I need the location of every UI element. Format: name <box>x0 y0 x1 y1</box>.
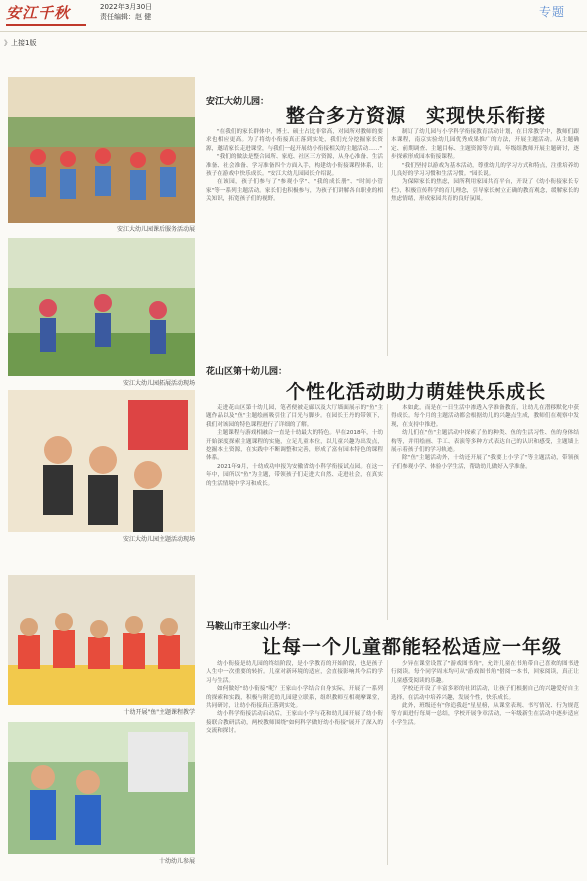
paragraph: 学校还开设了丰富多彩的社团活动，让孩子们根据自己的兴趣爱好自主选择，在活动中培养兴趣，发展个性，快乐成长。 <box>391 686 579 701</box>
photo-block-1 <box>8 77 195 233</box>
paragraph: 幼小衔接是幼儿园的终结阶段，是小学教育的开始阶段，也是孩子人生中一次重要的转折。儿童对新环境的适应，会直接影响其今后的学习与生活。 <box>206 661 383 684</box>
paragraph: 此外，班级还有"你追我赶"星星榜，从课堂表现、书写情况、行为规范等方面进行每周一总结，学校开展争章活动，一年级新生在活动中逐步适应小学生活。 <box>391 703 579 726</box>
paragraph: "我们坚持以游戏为基本活动，尊重幼儿的学习方式和特点，注重培养幼儿良好的学习习惯和生活习惯。"园长说。 <box>391 162 579 178</box>
photo-caption: 安江大幼儿园课后服务活动展 <box>116 226 195 233</box>
paragraph: 少异在课堂设置了"游戏图书角"，允许儿童在书角带自己喜欢的图书进行阅读。每个同学周末均可从"游戏图书角"借阅一本书，回家阅读，真正让儿童感受阅读的乐趣。 <box>391 661 579 684</box>
newspaper-logo <box>6 2 86 26</box>
paragraph: 幼小科学衔接活动启动后，王家山小学与花和幼儿园开展了幼小衔接联合教研活动，两校教师围绕"如何科学做好幼小衔接"展开了深入的交流和探讨。 <box>206 711 383 735</box>
paragraph: 制订了幼儿园与小学科学衔接教育活动计划，在日常教学中，教师们跟本课程，南京实验幼儿园优秀成果推广的方法，开展主题活动。从主题确定、前期调查、主题目标、主题资源等方面，年级组教师开展主题研讨，逐步探索形成园本衔接课程。 <box>391 129 579 161</box>
photo-fish-theme-class <box>8 575 195 705</box>
photo-outdoor-activity <box>8 238 195 376</box>
paragraph: 走进花山区第十幼儿园，笔者便被走廊以及大厅墙面展示的"鱼"主题作品以及"鱼"主题绘画吸引住了目光与脚步。在园长王丹的带领下，我们对该园的特色课程进行了详细的了解。 <box>206 405 383 428</box>
photo-block-4 <box>8 575 195 715</box>
article-column <box>206 660 383 865</box>
column-divider <box>387 660 388 865</box>
photo-kids-exhibit <box>8 722 195 854</box>
photo-block-5 <box>8 722 195 865</box>
article-kicker: 马鞍山市王家山小学： <box>206 622 297 632</box>
photo-caption: 十幼开展"鱼"主题课程教学 <box>123 709 195 715</box>
article-column <box>391 404 579 620</box>
page-header <box>0 0 587 33</box>
photo-kids-class-performance <box>8 77 195 223</box>
article-kicker: 安江大幼儿园： <box>206 97 270 107</box>
paragraph: 除"鱼"主题活动外，十幼还开展了"我要上小学了"等主题活动，带领孩子们参观小学、体验小学生活，帮助幼儿做好入学准备。 <box>391 455 579 470</box>
article-title: 个性化活动助力萌娃快乐成长 <box>286 381 547 403</box>
paragraph: "在我们的家长群体中，博士、硕士占比非常高，对园所对教师的要求也相应更高。为了将幼小衔接真正落到实处，我们充分挖掘家长资源，邀请家长走进课堂，与我们一起开展幼小衔接相关的主题活动……" <box>206 129 383 152</box>
column-divider <box>387 404 388 620</box>
article-kicker: 花山区第十幼儿园： <box>206 367 288 377</box>
paragraph: 2021年9月，十幼成功申报为安徽省幼小科学衔接试点园。在这一年中，园所以"鱼"为主题，带领孩子们走进大自然、走进社会，在真实的生活情境中学习和成长。 <box>206 463 383 487</box>
issue-meta <box>100 2 152 22</box>
article-column <box>391 128 579 356</box>
header-divider <box>0 31 587 32</box>
article-column <box>391 660 579 865</box>
photo-caption: 十幼幼儿参展 <box>158 858 195 865</box>
issue-date: 2022年3月30日 <box>100 3 153 11</box>
photo-classroom-theme <box>8 390 195 532</box>
photo-caption: 安江大幼儿园主题活动现场 <box>122 536 195 542</box>
editor-line: 责任编辑：赵 健 <box>100 13 152 21</box>
logo-text: 安江千秋 <box>6 4 71 22</box>
photo-caption: 安江大幼儿园拓展活动现场 <box>122 380 195 386</box>
article-column <box>206 404 383 620</box>
section-label: 专题 <box>538 5 565 19</box>
continued-marker: 》上接1版 <box>4 39 37 47</box>
article-column <box>206 128 383 356</box>
paragraph: 主题课程与游戏相融合一直是十幼最大的特色。早在2018年，十幼开始深度探索主题课程的实施，立足儿童本位，以儿童兴趣为出发点，挖掘本土资源，在实践中不断调整和完善，形成了富有园本特色的课程体系。 <box>206 430 383 462</box>
paragraph: "我们的做法是整合园所、家庭、社区三方资源，从身心准备、生活准备、社会准备、学习准备四个方面入手，构建幼小衔接课程体系，让孩子在游戏中快乐成长。"安江大幼儿园园长介绍说。 <box>206 154 383 178</box>
paragraph: 本如此，而是在一日生活中渗透入学准备教育，让幼儿在潜移默化中获得成长。每个月的主题活动都会根据幼儿的兴趣点生成，教师们在观察中发现，在支持中推进。 <box>391 405 579 428</box>
paragraph: 幼儿们在"鱼"主题活动中探索了鱼的种类、鱼的生活习性、鱼的身体结构等，并用绘画、手工、表演等多种方式表达自己的认识和感受，主题墙上展示着孩子们的学习轨迹。 <box>391 430 579 454</box>
logo-rule <box>6 24 86 26</box>
photo-block-3 <box>8 390 195 542</box>
paragraph: 在该园，孩子们参与了"参观小学"、"我的成长册"、"时间小管家"等一系列主题活动。家长们也积极参与，为孩子们讲解各自职业的相关知识，拓宽孩子们的视野。 <box>206 179 383 203</box>
article-title: 整合多方资源 实现快乐衔接 <box>286 105 547 127</box>
column-divider <box>387 128 388 356</box>
photo-block-2 <box>8 238 195 386</box>
article-title: 让每一个儿童都能轻松适应一年级 <box>262 636 563 658</box>
paragraph: 为保障家长的焦虑，园所利用家园共育平台，开设了《幼小衔接家长专栏》，积极宣传科学的育儿理念，引导家长树立正确的教育观念，缓解家长的焦虑情绪，形成家园共育的良好氛围。 <box>391 179 579 203</box>
paragraph: 如何做好"幼小衔接"呢？王家山小学结合自身实际，开展了一系列的探索和实践，积极与附近幼儿园建立联系，组织教师互相观摩课堂，共同研讨，让幼小衔接真正落到实处。 <box>206 686 383 710</box>
